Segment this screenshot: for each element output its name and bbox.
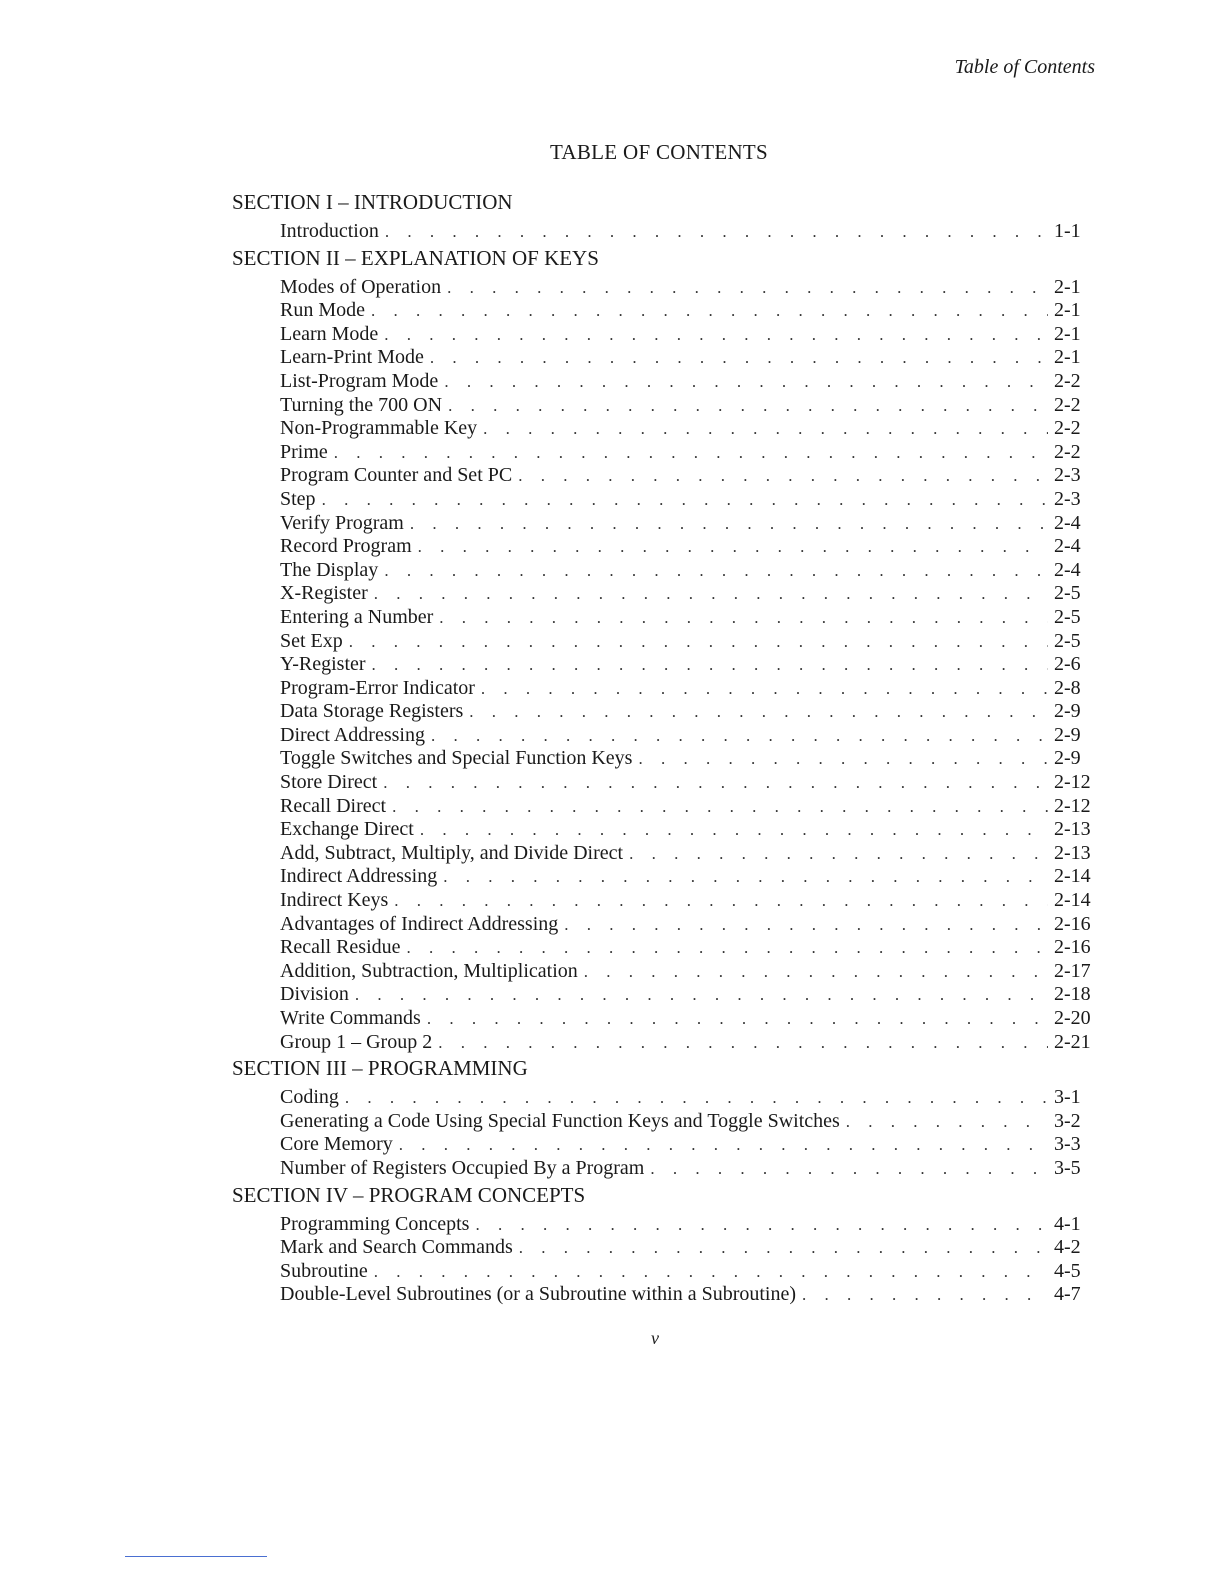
dot-leader [349,630,1048,654]
toc-entry-page-number: 2-13 [1054,841,1091,864]
toc-entry-page-number: 3-2 [1054,1109,1081,1132]
toc-entry-page-number: 2-2 [1054,393,1081,416]
toc-entry-page-number: 2-4 [1054,511,1081,534]
toc-entry-page-number: 2-2 [1054,369,1081,392]
toc-entry-page-number: 2-1 [1054,322,1081,345]
toc-entry [232,606,1102,630]
table-of-contents [232,188,1102,1307]
toc-entry-page-number: 2-18 [1054,983,1091,1006]
toc-entry [232,771,1102,795]
toc-entry-page-number: 2-1 [1054,346,1081,369]
toc-entry [232,630,1102,654]
toc-entry-page-number: 2-13 [1054,818,1091,841]
toc-entry-page-number: 2-17 [1054,959,1091,982]
toc-entry-label: Recall Residue [280,936,401,959]
toc-entry-label: Step [280,487,316,510]
dot-leader [399,1133,1048,1157]
toc-entry-page-number: 2-8 [1054,676,1081,699]
toc-entry [232,488,1102,512]
toc-entry [232,865,1102,889]
toc-entry-label: Entering a Number [280,605,434,628]
toc-entry [232,276,1102,300]
toc-entry-label: Double-Level Subroutines (or a Subroutine within a Subroutine) [280,1283,797,1306]
toc-section [232,1181,1102,1307]
toc-entry-label: Core Memory [280,1133,393,1156]
scan-edge-mark [125,1556,267,1557]
toc-entry-label: Program-Error Indicator [280,676,475,699]
toc-entry-page-number: 4-7 [1054,1283,1081,1306]
toc-entry [232,394,1102,418]
dot-leader [629,842,1048,866]
page-title: TABLE OF CONTENTS [549,140,769,164]
toc-entry [232,1260,1102,1284]
toc-entry [232,653,1102,677]
toc-entry [232,220,1102,244]
dot-leader [420,818,1048,842]
toc-entry-label: Indirect Keys [280,889,389,912]
toc-entry-list [232,276,1102,1055]
dot-leader [355,983,1048,1007]
toc-entry [232,1110,1102,1134]
toc-entry-label: Data Storage Registers [280,700,464,723]
toc-entry-page-number: 2-2 [1054,440,1081,463]
toc-entry [232,983,1102,1007]
toc-entry [232,747,1102,771]
toc-entry-label: Add, Subtract, Multiply, and Divide Direct [280,841,624,864]
toc-entry-page-number: 2-4 [1054,535,1081,558]
dot-leader [584,960,1048,984]
section-heading: SECTION I – INTRODUCTION [232,190,513,214]
dot-leader [448,394,1048,418]
dot-leader [439,606,1048,630]
toc-entry [232,346,1102,370]
toc-entry-label: Set Exp [280,629,343,652]
dot-leader [383,771,1048,795]
toc-entry-page-number: 2-5 [1054,605,1081,628]
toc-entry [232,842,1102,866]
toc-entry [232,1007,1102,1031]
toc-entry [232,417,1102,441]
toc-entry [232,1031,1102,1055]
dot-leader [384,323,1048,347]
toc-entry [232,512,1102,536]
toc-entry [232,299,1102,323]
toc-entry-label: Direct Addressing [280,723,425,746]
dot-leader [418,535,1048,559]
toc-entry-page-number: 4-2 [1054,1236,1081,1259]
toc-entry-label: Write Commands [280,1007,421,1029]
toc-entry-page-number: 3-3 [1054,1133,1081,1156]
toc-entry-page-number: 2-1 [1054,275,1081,298]
toc-entry-page-number: 2-20 [1054,1007,1091,1029]
toc-entry [232,889,1102,913]
toc-entry [232,795,1102,819]
toc-entry-label: Learn-Print Mode [280,346,424,369]
toc-entry [232,677,1102,701]
toc-entry-page-number: 2-16 [1054,936,1091,959]
toc-entry [232,1157,1102,1181]
dot-leader [394,889,1048,913]
toc-entry-label: List-Program Mode [280,369,439,392]
dot-leader [374,1260,1048,1284]
toc-entry [232,441,1102,465]
toc-entry-label: Y-Register [280,653,366,676]
toc-entry-label: Number of Registers Occupied By a Program [280,1156,645,1179]
dot-leader [475,1213,1048,1237]
toc-entry [232,1086,1102,1110]
toc-entry-label: Toggle Switches and Special Function Keys [280,747,633,770]
dot-leader [802,1283,1048,1307]
toc-entry-page-number: 3-1 [1054,1086,1081,1109]
dot-leader [371,299,1048,323]
toc-entry-page-number: 2-12 [1054,771,1091,794]
dot-leader [438,1031,1048,1055]
toc-entry-page-number: 2-6 [1054,653,1081,676]
dot-leader [392,795,1048,819]
section-heading: SECTION III – PROGRAMMING [232,1056,528,1081]
toc-entry-label: Generating a Code Using Special Function Keys and Toggle Switches [280,1109,840,1132]
dot-leader [519,1236,1048,1260]
toc-entry-page-number: 2-9 [1054,747,1081,770]
toc-entry-page-number: 2-4 [1054,558,1081,581]
toc-entry [232,724,1102,748]
toc-entry-label: Programming Concepts [280,1212,470,1235]
dot-leader [564,913,1048,937]
dot-leader [846,1110,1048,1134]
toc-entry-page-number: 2-12 [1054,794,1091,817]
toc-entry-page-number: 4-1 [1054,1212,1081,1235]
toc-entry-label: The Display [280,558,379,581]
toc-section [232,244,1102,1055]
toc-entry [232,700,1102,724]
toc-entry [232,913,1102,937]
toc-entry-page-number: 2-9 [1054,723,1081,746]
toc-entry-label: X-Register [280,582,368,605]
toc-entry-label: Subroutine [280,1259,368,1282]
toc-entry-list [232,1213,1102,1307]
toc-entry-label: Verify Program [280,511,404,534]
toc-entry-label: Exchange Direct [280,818,414,841]
toc-entry-label: Division [280,983,349,1006]
dot-leader [427,1007,1048,1031]
toc-entry-page-number: 2-5 [1054,582,1081,605]
toc-entry-page-number: 2-5 [1054,629,1081,652]
dot-leader [443,865,1048,889]
section-heading: SECTION IV – PROGRAM CONCEPTS [232,1182,586,1207]
toc-section [232,1054,1102,1180]
dot-leader [431,724,1048,748]
dot-leader [444,370,1048,394]
toc-entry-label: Indirect Addressing [280,865,438,888]
toc-entry-label: Advantages of Indirect Addressing [280,912,559,935]
dot-leader [430,346,1048,370]
dot-leader [518,464,1048,488]
toc-entry-page-number: 2-1 [1054,299,1081,322]
toc-entry-page-number: 3-5 [1054,1156,1081,1179]
dot-leader [650,1157,1048,1181]
toc-entry-page-number: 2-21 [1054,1030,1091,1053]
toc-entry-label: Learn Mode [280,322,379,345]
dot-leader [447,276,1048,300]
toc-entry-label: Program Counter and Set PC [280,464,513,487]
toc-entry-label: Non-Programmable Key [280,417,478,440]
toc-entry-page-number: 2-16 [1054,912,1091,935]
toc-entry-page-number: 1-1 [1054,220,1081,242]
toc-entry-label: Addition, Subtraction, Multiplication [280,959,578,982]
toc-entry-page-number: 2-14 [1054,865,1091,888]
toc-entry [232,1133,1102,1157]
dot-leader [322,488,1048,512]
dot-leader [384,559,1048,583]
dot-leader [469,700,1048,724]
toc-entry-label: Modes of Operation [280,275,442,298]
toc-entry-list [232,220,1102,244]
toc-entry-label: Recall Direct [280,794,387,817]
toc-entry-label: Group 1 – Group 2 [280,1030,433,1053]
toc-entry [232,323,1102,347]
dot-leader [407,936,1048,960]
page-number: v [651,1328,659,1348]
dot-leader [334,441,1048,465]
toc-entry-label: Introduction [280,220,379,242]
running-header: Table of Contents [954,56,1095,78]
toc-entry-label: Coding [280,1086,339,1109]
toc-entry-label: Prime [280,440,328,463]
toc-entry-page-number: 2-9 [1054,700,1081,723]
toc-entry-page-number: 2-3 [1054,464,1081,487]
toc-entry-label: Store Direct [280,771,378,794]
dot-leader [481,677,1048,701]
toc-entry [232,582,1102,606]
toc-entry [232,1213,1102,1237]
toc-entry [232,559,1102,583]
toc-entry-label: Run Mode [280,299,365,322]
section-heading: SECTION II – EXPLANATION OF KEYS [232,245,599,270]
toc-section [232,188,1102,244]
toc-entry-label: Record Program [280,535,412,558]
toc-entry [232,960,1102,984]
dot-leader [483,417,1048,441]
toc-entry-page-number: 2-3 [1054,487,1081,510]
dot-leader [372,653,1048,677]
toc-entry-label: Mark and Search Commands [280,1236,513,1259]
toc-entry [232,1236,1102,1260]
dot-leader [410,512,1048,536]
dot-leader [638,747,1048,771]
toc-entry [232,1283,1102,1307]
toc-entry [232,936,1102,960]
dot-leader [385,220,1048,244]
toc-entry-list [232,1086,1102,1180]
toc-entry [232,535,1102,559]
toc-entry-page-number: 2-2 [1054,417,1081,440]
toc-entry-page-number: 4-5 [1054,1259,1081,1282]
dot-leader [345,1086,1048,1110]
toc-entry [232,464,1102,488]
toc-entry [232,370,1102,394]
dot-leader [374,582,1048,606]
toc-entry-page-number: 2-14 [1054,889,1091,912]
toc-entry-label: Turning the 700 ON [280,393,443,416]
toc-entry [232,818,1102,842]
